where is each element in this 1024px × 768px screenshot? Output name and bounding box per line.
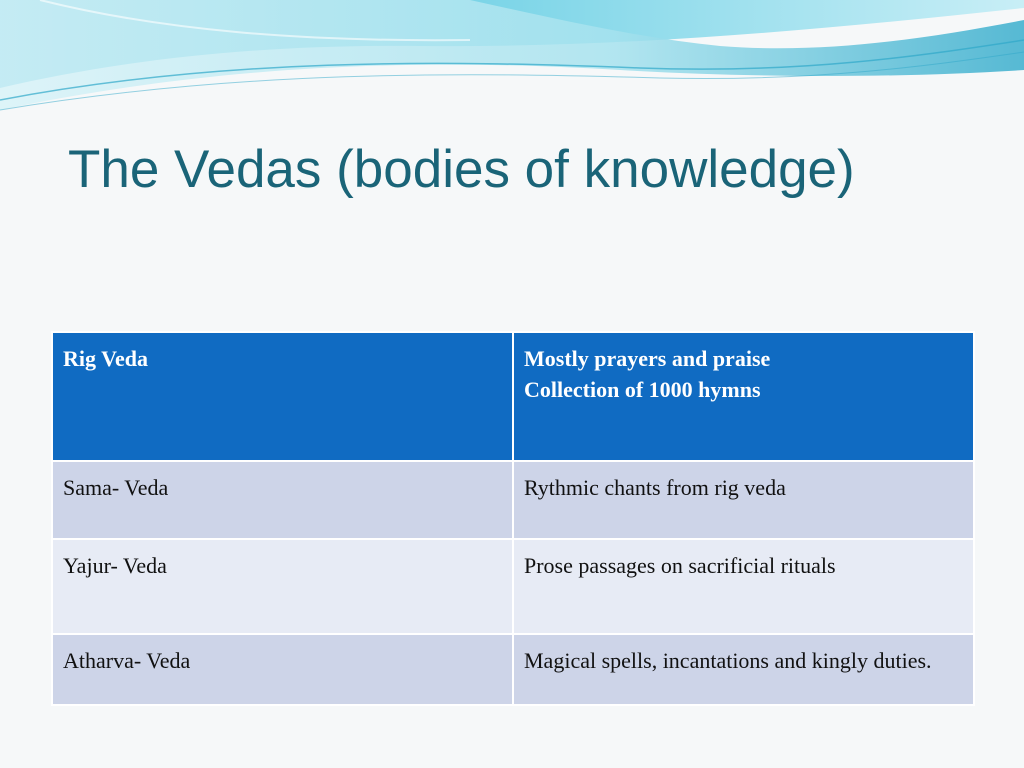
description-line: Magical spells, incantations and kingly duties. bbox=[524, 648, 932, 673]
veda-name-cell: Sama- Veda bbox=[52, 461, 513, 539]
description-line: Rythmic chants from rig veda bbox=[524, 475, 786, 500]
veda-name-cell: Yajur- Veda bbox=[52, 539, 513, 634]
table-row bbox=[52, 634, 974, 705]
table-row bbox=[52, 332, 974, 461]
veda-name-cell: Atharva- Veda bbox=[52, 634, 513, 705]
vedas-table bbox=[51, 331, 975, 706]
veda-description-cell bbox=[513, 461, 974, 539]
veda-description-cell bbox=[513, 634, 974, 705]
slide-title: The Vedas (bodies of knowledge) bbox=[68, 140, 855, 199]
description-line: Prose passages on sacrificial rituals bbox=[524, 553, 836, 578]
veda-name-cell: Rig Veda bbox=[52, 332, 513, 461]
veda-description-cell bbox=[513, 332, 974, 461]
description-line: Mostly prayers and praise bbox=[524, 346, 771, 371]
header-wave-decoration bbox=[0, 0, 1024, 120]
description-line: Collection of 1000 hymns bbox=[524, 377, 761, 402]
table-row bbox=[52, 539, 974, 634]
table-row bbox=[52, 461, 974, 539]
veda-description-cell bbox=[513, 539, 974, 634]
